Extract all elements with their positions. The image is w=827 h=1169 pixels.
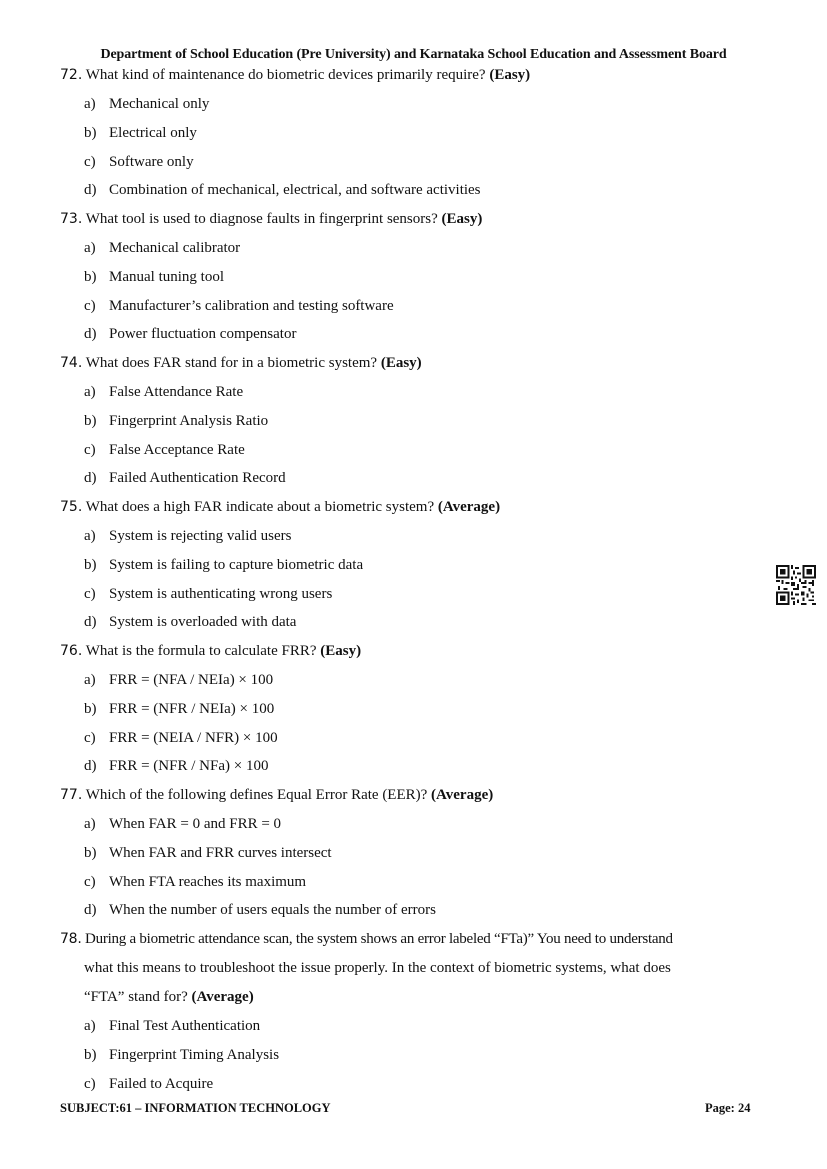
footer-page-number: Page: 24: [705, 1101, 751, 1115]
difficulty-label: (Average): [431, 787, 494, 803]
option-text: Power fluctuation compensator: [109, 326, 297, 343]
question-stem: What is the formula to calculate FRR?: [82, 643, 321, 659]
option-d: [60, 320, 780, 349]
option-text: When FAR = 0 and FRR = 0: [109, 816, 282, 832]
option-letter: d): [84, 758, 97, 775]
option-letter: b): [84, 700, 97, 717]
option-letter: d): [84, 902, 97, 919]
option-letter: c): [84, 1075, 96, 1092]
option-b: [60, 1041, 772, 1070]
difficulty-label: (Easy): [441, 211, 483, 227]
page-header: Department of School Education (Pre University) and Karnataka School Education and Assessment Board: [100, 47, 727, 62]
question-stem: During a biometric attendance scan, the system shows an error labeled “FTa)” You need to understand: [81, 931, 673, 947]
question-number: 72.: [60, 67, 83, 83]
question-text: [60, 205, 780, 234]
option-d: [60, 464, 780, 493]
difficulty-label: (Easy): [489, 67, 531, 83]
option-b: [60, 551, 780, 580]
option-text: Mechanical calibrator: [109, 240, 241, 256]
question-75: [60, 493, 780, 637]
option-d: [60, 752, 780, 781]
option-text: System is overloaded with data: [109, 614, 297, 631]
option-text: Mechanical only: [109, 96, 210, 112]
option-letter: c): [84, 873, 96, 890]
option-c: [60, 148, 780, 177]
option-letter: c): [84, 153, 96, 170]
option-a: [60, 90, 780, 119]
option-letter: d): [84, 326, 97, 343]
option-d: [60, 176, 780, 205]
option-c: [60, 292, 780, 321]
option-letter: b): [84, 556, 97, 573]
option-b: [60, 695, 780, 724]
question-stem: What kind of maintenance do biometric devices primarily require?: [82, 67, 490, 83]
option-a: [60, 1012, 772, 1041]
option-letter: b): [84, 268, 97, 285]
option-c: [60, 724, 780, 753]
option-b: [60, 839, 780, 868]
option-a: [60, 378, 780, 407]
question-number: 75.: [60, 499, 83, 515]
option-text: Failed to Acquire: [109, 1075, 214, 1092]
option-text: FRR = (NFA / NEIa) × 100: [109, 672, 274, 688]
question-text: [60, 637, 780, 666]
option-a: [60, 666, 780, 695]
option-letter: c): [84, 297, 96, 314]
difficulty-label: (Average): [191, 989, 254, 1005]
option-text: Manual tuning tool: [109, 268, 224, 285]
question-text-line-2: what this means to troubleshoot the issue properly. In the context of biometric systems, what does: [84, 960, 671, 976]
option-text: FRR = (NFR / NEIa) × 100: [109, 700, 275, 717]
question-stem: What does a high FAR indicate about a biometric system?: [82, 499, 438, 515]
option-text: False Acceptance Rate: [109, 441, 245, 458]
option-text: FRR = (NEIA / NFR) × 100: [109, 729, 278, 746]
question-number: 74.: [60, 355, 83, 371]
option-letter: a): [84, 1018, 96, 1034]
option-text: Software only: [109, 153, 194, 170]
option-a: [60, 234, 780, 263]
option-letter: a): [84, 816, 96, 832]
option-letter: d): [84, 614, 97, 631]
option-text: When FAR and FRR curves intersect: [109, 844, 332, 861]
option-c: [60, 868, 780, 897]
option-text: System is failing to capture biometric data: [109, 556, 364, 573]
difficulty-label: (Average): [437, 499, 501, 515]
option-text: Final Test Authentication: [109, 1018, 261, 1034]
option-d: [60, 896, 780, 925]
option-a: [60, 810, 780, 839]
question-74: [60, 349, 780, 493]
option-letter: b): [84, 1046, 97, 1063]
option-text: Electrical only: [109, 124, 197, 141]
option-letter: a): [84, 240, 96, 256]
question-number: 77.: [60, 787, 83, 803]
question-72: [60, 61, 780, 205]
option-text: False Attendance Rate: [109, 384, 244, 400]
question-text: [60, 781, 780, 810]
option-letter: c): [84, 585, 96, 602]
question-77: [60, 781, 780, 925]
question-73: [60, 205, 780, 349]
option-text: System is rejecting valid users: [109, 528, 292, 544]
option-c: [60, 580, 780, 609]
question-number: 78.: [60, 931, 82, 947]
difficulty-label: (Easy): [380, 355, 422, 371]
option-letter: a): [84, 672, 96, 688]
option-a: [60, 522, 780, 551]
option-letter: b): [84, 844, 97, 861]
question-stem: What tool is used to diagnose faults in fingerprint sensors?: [82, 211, 442, 227]
option-text: Manufacturer’s calibration and testing software: [109, 297, 394, 314]
question-text-line-3: [60, 983, 772, 1012]
option-letter: b): [84, 124, 97, 141]
option-letter: b): [84, 412, 97, 429]
option-text: When FTA reaches its maximum: [109, 873, 307, 890]
option-text: FRR = (NFR / NFa) × 100: [109, 758, 269, 775]
question-76: [60, 637, 780, 781]
option-text: Failed Authentication Record: [109, 470, 286, 487]
question-stem: Which of the following defines Equal Error Rate (EER)?: [82, 787, 432, 803]
option-b: [60, 407, 780, 436]
question-78: [60, 925, 772, 1098]
footer-subject: SUBJECT:61 – INFORMATION TECHNOLOGY: [60, 1101, 331, 1115]
option-text: Combination of mechanical, electrical, and software activities: [109, 182, 481, 199]
option-d: [60, 608, 780, 637]
question-stem: What does FAR stand for in a biometric system?: [82, 355, 381, 371]
question-number: 76.: [60, 643, 83, 659]
option-letter: c): [84, 729, 96, 746]
option-letter: a): [84, 96, 96, 112]
option-c: [60, 1070, 772, 1099]
option-letter: c): [84, 441, 96, 458]
qr-code-icon: [776, 565, 816, 605]
question-number: 73.: [60, 211, 83, 227]
option-text: Fingerprint Timing Analysis: [109, 1046, 280, 1063]
option-text: Fingerprint Analysis Ratio: [109, 412, 269, 429]
option-text: When the number of users equals the number of errors: [109, 902, 436, 919]
difficulty-label: (Easy): [320, 643, 362, 659]
option-c: [60, 436, 780, 465]
question-stem: “FTA” stand for?: [84, 989, 192, 1005]
question-text: [60, 61, 780, 90]
question-text: [60, 349, 780, 378]
question-text: [60, 925, 772, 954]
option-letter: a): [84, 384, 96, 400]
option-letter: d): [84, 470, 97, 487]
question-text: [60, 493, 780, 522]
option-letter: d): [84, 182, 97, 199]
option-b: [60, 263, 780, 292]
option-text: System is authenticating wrong users: [109, 585, 333, 602]
option-letter: a): [84, 528, 96, 544]
option-b: [60, 119, 780, 148]
